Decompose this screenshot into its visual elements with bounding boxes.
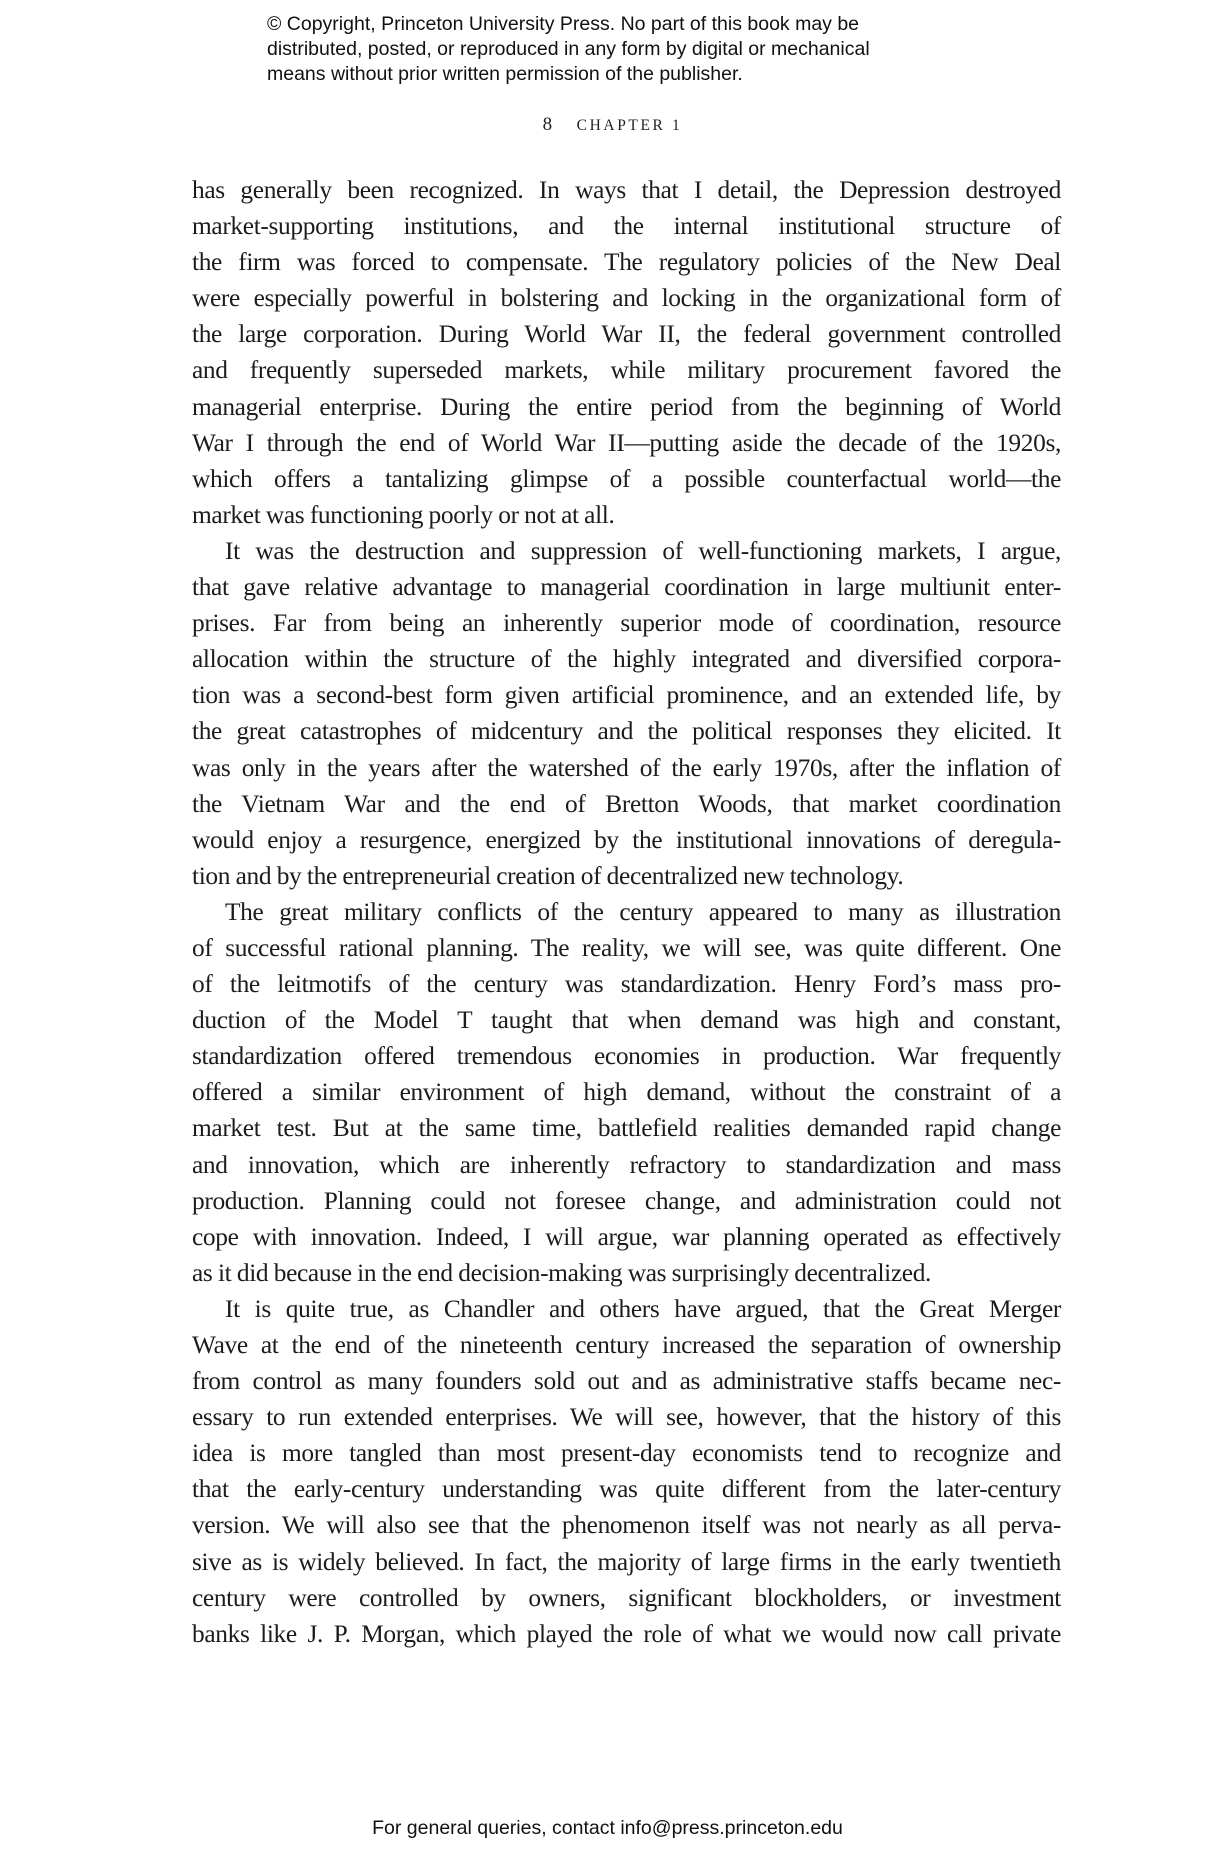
text-line: and innovation, which are inherently refractory to standardization and mass [192,1150,1061,1179]
text-line: The great military conflicts of the century appeared to many as illustration [225,897,1061,926]
text-line: of successful rational planning. The reality, we will see, was quite different. One [192,933,1061,962]
text-line: has generally been recognized. In ways that I detail, the Depression destroyed [192,176,1061,204]
text-line: standardization offered tremendous economies in production. War frequently [192,1042,1061,1071]
text-line: the great catastrophes of midcentury and the political responses they elicited. It [192,717,1061,746]
page-number: 8 [542,114,553,135]
text-line: from control as many founders sold out and as administrative staffs became nec- [192,1367,1061,1396]
text-line: essary to run extended enterprises. We will see, however, that the history of this [192,1403,1061,1432]
text-line: War I through the end of World War II—putting aside the decade of the 1920s, [192,428,1061,457]
text-line: and frequently superseded markets, while military procurement favored the [192,356,1061,385]
text-line: cope with innovation. Indeed, I will argue, war planning operated as effectively [192,1222,1061,1251]
text-line: banks like J. P. Morgan, which played the role of what we would now call private [192,1619,1061,1648]
text-line: market-supporting institutions, and the internal institutional structure of [192,212,1061,241]
text-line: the firm was forced to compensate. The regulatory policies of the New Deal [192,248,1061,277]
text-line: It is quite true, as Chandler and others have argued, that the Great Merger [225,1294,1061,1323]
text-line: the large corporation. During World War II, the federal government controlled [192,320,1061,349]
text-line: prises. Far from being an inherently superior mode of coordination, resource [192,609,1061,638]
text-line: market test. But at the same time, battlefield realities demanded rapid change [192,1114,1061,1143]
text-line: which offers a tantalizing glimpse of a possible counterfactual world—the [192,464,1061,493]
text-line: allocation within the structure of the highly integrated and diversified corpora- [192,645,1061,674]
chapter-label: CHAPTER 1 [576,117,683,134]
body-text [192,172,1061,1652]
copyright-notice [267,12,1027,87]
text-line: as it did because in the end decision-making was surprisingly decentralized. [192,1258,932,1287]
text-line: production. Planning could not foresee change, and administration could not [192,1186,1061,1215]
footer-text: For general queries, contact info@press.princeton.edu [372,1817,843,1839]
text-line: It was the destruction and suppression of well-functioning markets, I argue, [225,536,1061,565]
running-head [0,111,1225,139]
text-line: idea is more tangled than most present-day economists tend to recognize and [192,1439,1061,1468]
text-line: managerial enterprise. During the entire period from the beginning of World [192,392,1061,421]
text-line: century were controlled by owners, significant blockholders, or investment [192,1583,1061,1612]
footer-contact [0,1815,1225,1841]
paragraph-1 [192,172,1061,533]
text-line: market was functioning poorly or not at all. [192,500,615,529]
text-line: that gave relative advantage to managerial coordination in large multiunit enter- [192,573,1061,602]
copyright-line: © Copyright, Princeton University Press. No part of this book may be [267,13,860,35]
text-line: were especially powerful in bolstering and locking in the organizational form of [192,284,1061,313]
copyright-line: distributed, posted, or reproduced in any form by digital or mechanical [267,38,870,60]
text-line: tion was a second-best form given artificial prominence, and an extended life, by [192,681,1061,710]
text-line: Wave at the end of the nineteenth century increased the separation of ownership [192,1331,1061,1359]
text-line: duction of the Model T taught that when demand was high and constant, [192,1006,1061,1035]
paragraph-2 [192,533,1061,894]
paragraph-4 [192,1291,1061,1652]
copyright-line: means without prior written permission of the publisher. [267,63,743,85]
text-line: the Vietnam War and the end of Bretton Woods, that market coordination [192,789,1061,818]
text-line: that the early-century understanding was quite different from the later-century [192,1475,1061,1504]
text-line: would enjoy a resurgence, energized by the institutional innovations of deregula- [192,825,1061,854]
text-line: of the leitmotifs of the century was standardization. Henry Ford’s mass pro- [192,970,1061,999]
paragraph-3 [192,894,1061,1291]
text-line: was only in the years after the watershed of the early 1970s, after the inflation of [192,753,1061,782]
text-line: version. We will also see that the phenomenon itself was not nearly as all perva- [192,1511,1061,1540]
text-line: sive as is widely believed. In fact, the majority of large firms in the early twentieth [192,1547,1061,1576]
text-line: tion and by the entrepreneurial creation of decentralized new technology. [192,861,904,890]
text-line: offered a similar environment of high demand, without the constraint of a [192,1078,1061,1107]
